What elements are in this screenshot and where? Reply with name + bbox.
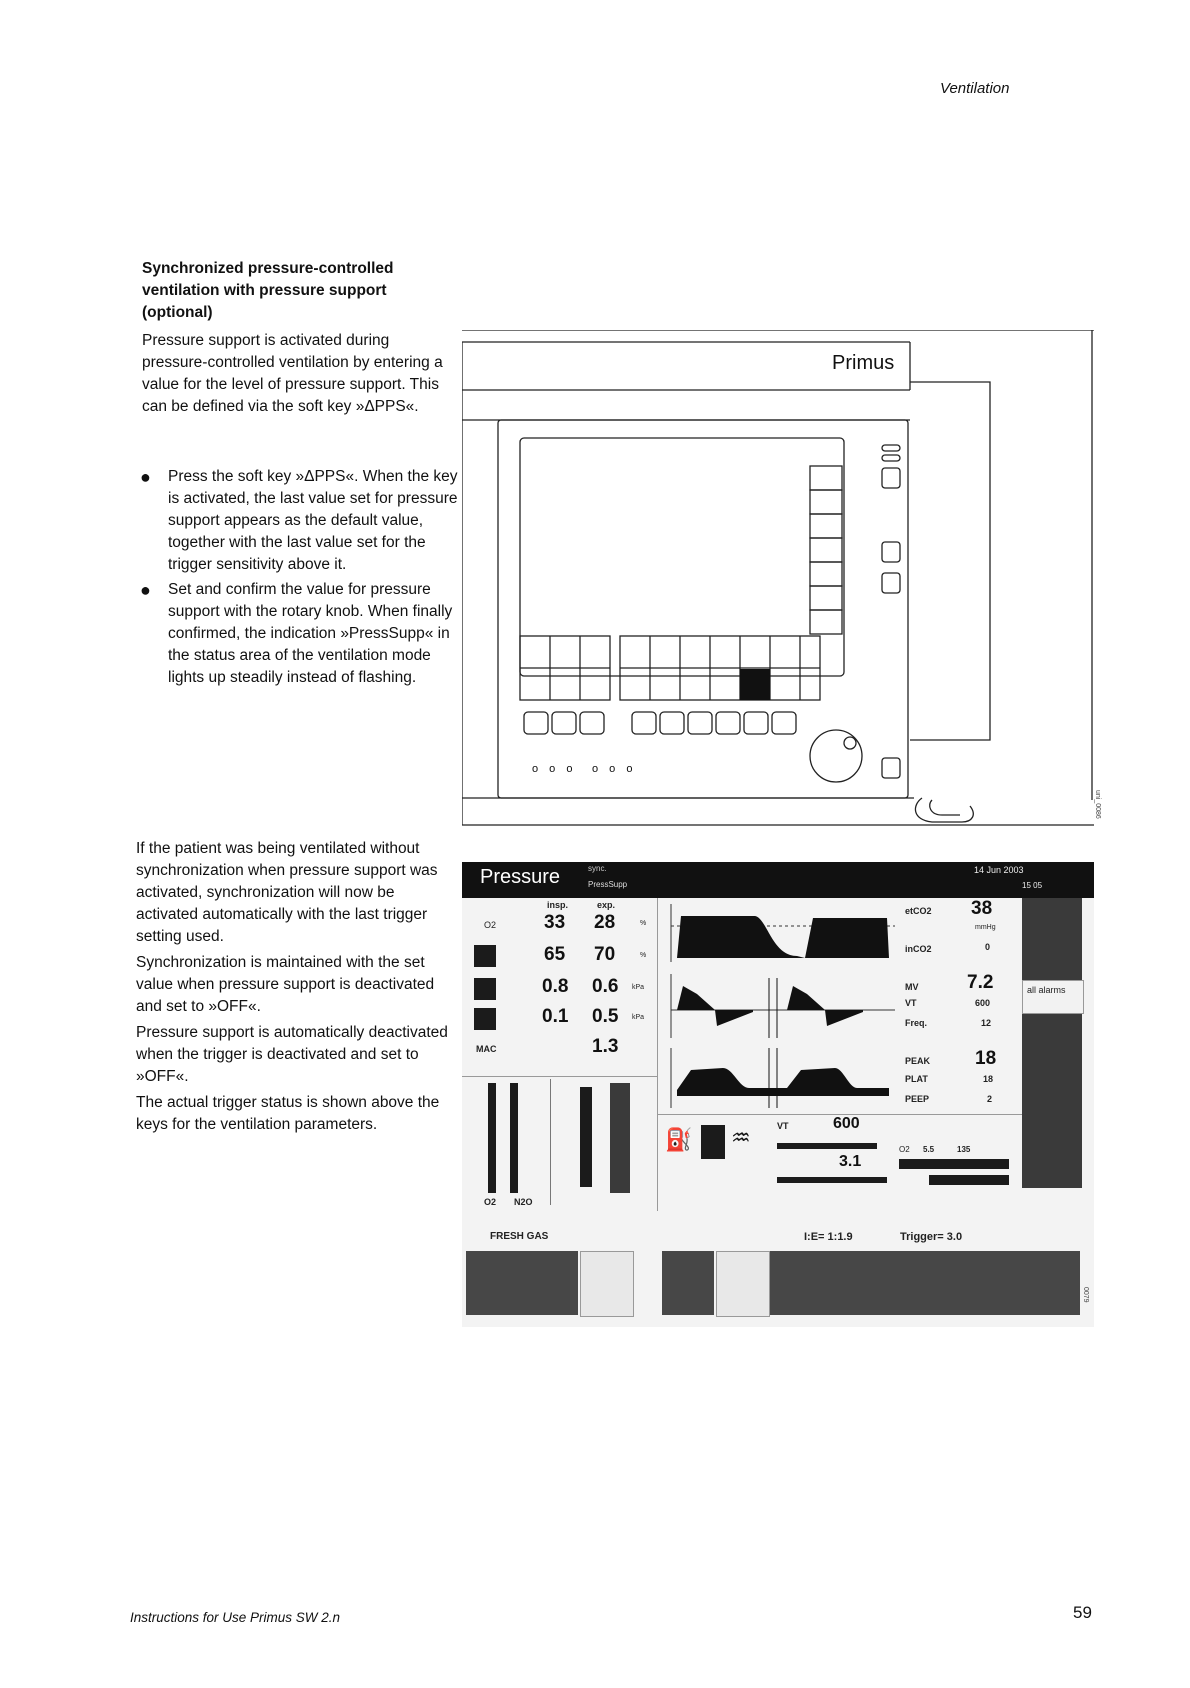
- body-paragraph: If the patient was being ventilated without synchronization when pressure support was activated, synchronization will now be activated automatically with the last trigger setting used.: [136, 840, 438, 945]
- bag-icon: ♒: [731, 1125, 751, 1150]
- led-row-left: o o o: [532, 763, 577, 775]
- exp-label: exp.: [597, 900, 616, 910]
- ie-ratio: I:E= 1:1.9: [804, 1231, 853, 1243]
- fresh-gas-bar: [580, 1087, 592, 1187]
- mv-value: 7.2: [967, 972, 994, 993]
- instruction-text: Set and confirm the value for pressure support with the rotary knob. When finally confirmed, the indication »PressSupp« in the status area of the ventilation mode lights up steadily instead of flashing.: [168, 581, 453, 686]
- brand-label: Primus: [832, 352, 895, 374]
- bullet-icon: ●: [140, 467, 151, 487]
- flow-label-n2o: N2O: [514, 1197, 533, 1207]
- alarm-column: [1022, 898, 1082, 1188]
- o2-cyl-label: O2: [899, 1145, 910, 1154]
- presssupp-indicator: PressSupp: [588, 880, 628, 889]
- etco2-unit: mmHg: [975, 924, 996, 931]
- ventilation-mode: Pressure: [480, 866, 561, 888]
- vt-label: VT: [905, 998, 917, 1008]
- etco2-label: etCO2: [905, 906, 932, 916]
- page-number: 59: [1073, 1603, 1092, 1622]
- freq-label: Freq.: [905, 1018, 928, 1028]
- active-softkey-indicator: [740, 669, 770, 700]
- peep-label: PEEP: [905, 1094, 930, 1104]
- section-heading: Synchronized pressure-controlled ventilation with pressure support (optional): [142, 260, 394, 321]
- sync-indicator: sync.: [588, 864, 607, 873]
- peak-label: PEAK: [905, 1056, 931, 1066]
- mac-value: 1.3: [592, 1036, 619, 1057]
- divider: [550, 1079, 551, 1205]
- section-header: Ventilation: [940, 80, 1010, 97]
- mv-label: MV: [905, 982, 919, 992]
- gas-insp-value: 0.1: [542, 1006, 569, 1027]
- gas-exp-value: 70: [594, 944, 616, 965]
- waveforms: [657, 898, 895, 1114]
- agent-color-box: [474, 978, 496, 1000]
- flowmeter-panel: [462, 1076, 658, 1211]
- fresh-gas-label: FRESH GAS: [490, 1231, 549, 1242]
- gas-unit: %: [640, 952, 647, 959]
- measured-values: [895, 898, 1005, 1114]
- flow-waveform: [677, 986, 863, 1026]
- figure-code: 0079: [1082, 1287, 1089, 1303]
- ventilation-softkey[interactable]: [662, 1251, 714, 1315]
- gas-unit: kPa: [632, 1014, 645, 1021]
- ventilation-softkeys[interactable]: [770, 1251, 1080, 1315]
- peak-value: 18: [975, 1048, 997, 1069]
- cylinder-bar: [929, 1175, 1009, 1185]
- inco2-value: 0: [985, 942, 991, 952]
- co2-waveform: [677, 916, 889, 958]
- waveform-panel: [657, 898, 895, 1114]
- softkey-area: [462, 1227, 1094, 1327]
- time-display: 15 05: [1022, 881, 1043, 890]
- gas-exp-value: 28: [594, 912, 616, 933]
- all-alarms-label: all alarms: [1027, 985, 1066, 995]
- instruction-text: Press the soft key »ΔPPS«. When the key is activated, the last value set for pressure support appears as the default value, together with the last value set for the trigger sensitivity above it.: [168, 468, 458, 573]
- info-area: [657, 1114, 1022, 1211]
- anesthesia-icon: ⛽: [665, 1127, 693, 1152]
- bullet-icon: ●: [140, 580, 151, 600]
- intro-paragraph: Pressure support is activated during pressure-controlled ventilation by entering a value for the level of pressure support. This can be defined via the soft key »ΔPPS«.: [142, 332, 443, 415]
- led-row-right: o o o: [592, 763, 637, 775]
- plat-label: PLAT: [905, 1074, 928, 1084]
- instruction-list: [140, 466, 460, 692]
- body-paragraph: The actual trigger status is shown above the keys for the ventilation parameters.: [136, 1094, 440, 1133]
- insp-label: insp.: [547, 900, 569, 910]
- total-flow-bar: [610, 1083, 630, 1193]
- device-drawing: [462, 330, 1102, 835]
- n2o-flow-tube: [510, 1083, 518, 1193]
- absorber-icon: [701, 1125, 725, 1159]
- gas-insp-value: 33: [544, 912, 566, 933]
- inco2-label: inCO2: [905, 944, 932, 954]
- fresh-gas-softkey[interactable]: [466, 1251, 578, 1315]
- paw-bar: [777, 1177, 887, 1183]
- volumeter-value: 3.1: [839, 1153, 862, 1170]
- status-bar: [462, 862, 1094, 898]
- peep-value: 2: [987, 1094, 993, 1104]
- o2-flow-tube: [488, 1083, 496, 1193]
- instruction-item: [140, 579, 460, 689]
- trigger-value: Trigger= 3.0: [900, 1231, 963, 1243]
- flow-label-o2: O2: [484, 1197, 497, 1207]
- freq-value: 12: [981, 1018, 992, 1028]
- pressure-waveform: [677, 1068, 889, 1096]
- gas-unit: %: [640, 920, 647, 927]
- device-illustration: [462, 330, 1102, 835]
- etco2-value: 38: [971, 898, 993, 919]
- fresh-gas-softkey-active[interactable]: [580, 1251, 634, 1317]
- gas-panel: [462, 898, 658, 1076]
- o2-cyl-value2: 135: [957, 1145, 971, 1154]
- vt-set-label: VT: [777, 1121, 789, 1131]
- o2-cyl-value1: 5.5: [923, 1145, 935, 1154]
- vt-set-value: 600: [833, 1115, 860, 1132]
- vt-bar: [777, 1143, 877, 1149]
- agent-color-box: [474, 1008, 496, 1030]
- gas-unit: kPa: [632, 984, 645, 991]
- body-paragraph: Pressure support is automatically deactivated when the trigger is deactivated and set to »OFF«.: [136, 1024, 448, 1085]
- date-display: 14 Jun 2003: [974, 865, 1024, 875]
- figure-code: uni_0086: [1094, 790, 1101, 819]
- gas-exp-value: 0.6: [592, 976, 619, 997]
- gas-insp-value: 0.8: [542, 976, 569, 997]
- instruction-item: [140, 466, 460, 576]
- monitor-screenshot: [462, 862, 1094, 1327]
- air-bar: [899, 1159, 1009, 1169]
- mac-label: MAC: [476, 1044, 497, 1054]
- gas-exp-value: 0.5: [592, 1006, 619, 1027]
- footer-title: Instructions for Use Primus SW 2.n: [130, 1610, 341, 1625]
- all-alarms-key[interactable]: [1022, 980, 1084, 1014]
- body-text: [136, 838, 456, 1140]
- agent-color-box: [474, 945, 496, 967]
- plat-value: 18: [983, 1074, 994, 1084]
- o2-label: O2: [484, 920, 497, 930]
- gas-insp-value: 65: [544, 944, 566, 965]
- vt-value: 600: [975, 998, 991, 1008]
- ventilation-softkey-active[interactable]: [716, 1251, 770, 1317]
- body-paragraph: Synchronization is maintained with the set value when pressure support is deactivated and set to »OFF«.: [136, 954, 435, 1015]
